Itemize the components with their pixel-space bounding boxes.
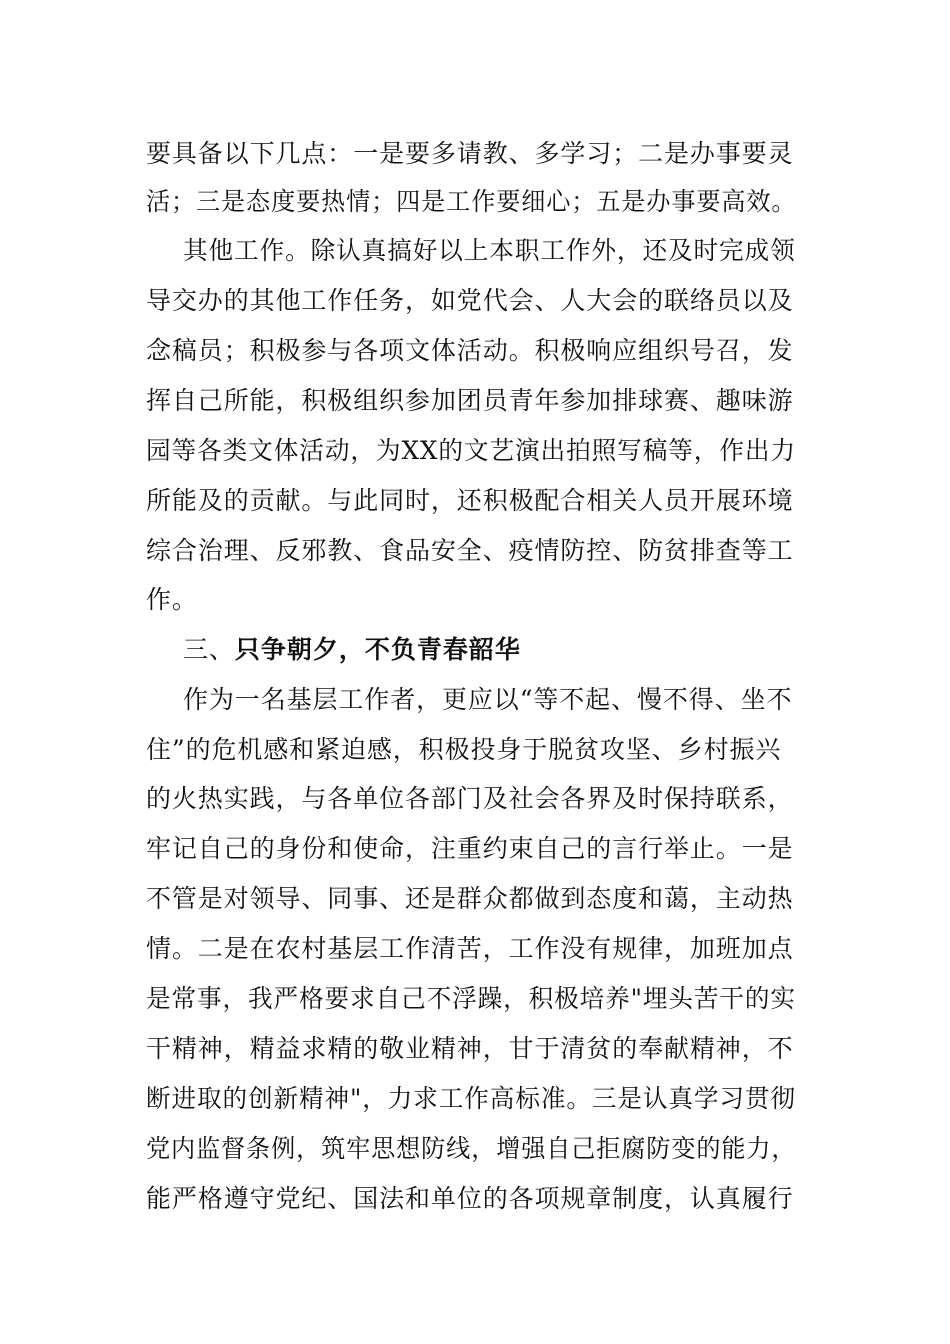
section-heading-number: 三、	[183, 635, 235, 664]
paragraph-line: 能严格遵守党纪、国法和单位的各项规章制度，认真履行	[146, 1184, 794, 1213]
paragraph-line: 所能及的贡献。与此同时，还积极配合相关人员开展环境	[146, 486, 794, 515]
section-heading-title: 只争朝夕，不负青春韶华	[234, 635, 521, 664]
paragraph-line: 其他工作。除认真搞好以上本职工作外，还及时完成领	[183, 236, 796, 265]
paragraph-line: 综合治理、反邪教、食品安全、疫情防控、防贫排查等工	[146, 536, 794, 565]
paragraph-line: 情。二是在农村基层工作清苦，工作没有规律，加班加点	[146, 934, 794, 963]
paragraph-line: 活；三是态度要热情；四是工作要细心；五是办事要高效。	[146, 187, 797, 216]
paragraph-line: 园等各类文体活动，为XX的文艺演出拍照写稿等，作出力	[146, 436, 796, 465]
paragraph-line: 住”的危机感和紧迫感，积极投身于脱贫攻坚、乡村振兴	[146, 735, 782, 764]
paragraph-line: 作。	[146, 585, 198, 614]
section-heading	[183, 634, 521, 666]
paragraph-line: 念稿员；积极参与各项文体活动。积极响应组织号召，发	[146, 336, 794, 365]
paragraph-line: 不管是对领导、同事、还是群众都做到态度和蔼，主动热	[146, 884, 794, 913]
paragraph-line: 要具备以下几点：一是要多请教、多学习；二是办事要灵	[146, 139, 794, 168]
paragraph-line: 断进取的创新精神"，力求工作高标准。三是认真学习贯彻	[146, 1084, 796, 1113]
paragraph-line: 干精神，精益求精的敬业精神，甘于清贫的奉献精神，不	[146, 1034, 794, 1063]
paragraph-line: 牢记自己的身份和使命，注重约束自己的言行举止。一是	[146, 834, 794, 863]
paragraph-line: 是常事，我严格要求自己不浮躁，积极培养"埋头苦干的实	[146, 984, 796, 1013]
paragraph-line: 导交办的其他工作任务，如党代会、人大会的联络员以及	[146, 286, 794, 315]
paragraph-line: 的火热实践，与各单位各部门及社会各界及时保持联系，	[146, 784, 794, 813]
paragraph-line: 挥自己所能，积极组织参加团员青年参加排球赛、趣味游	[146, 386, 794, 415]
paragraph-line: 党内监督条例，筑牢思想防线，增强自己拒腐防变的能力，	[146, 1134, 797, 1163]
paragraph-line: 作为一名基层工作者，更应以“等不起、慢不得、坐不	[183, 685, 793, 714]
